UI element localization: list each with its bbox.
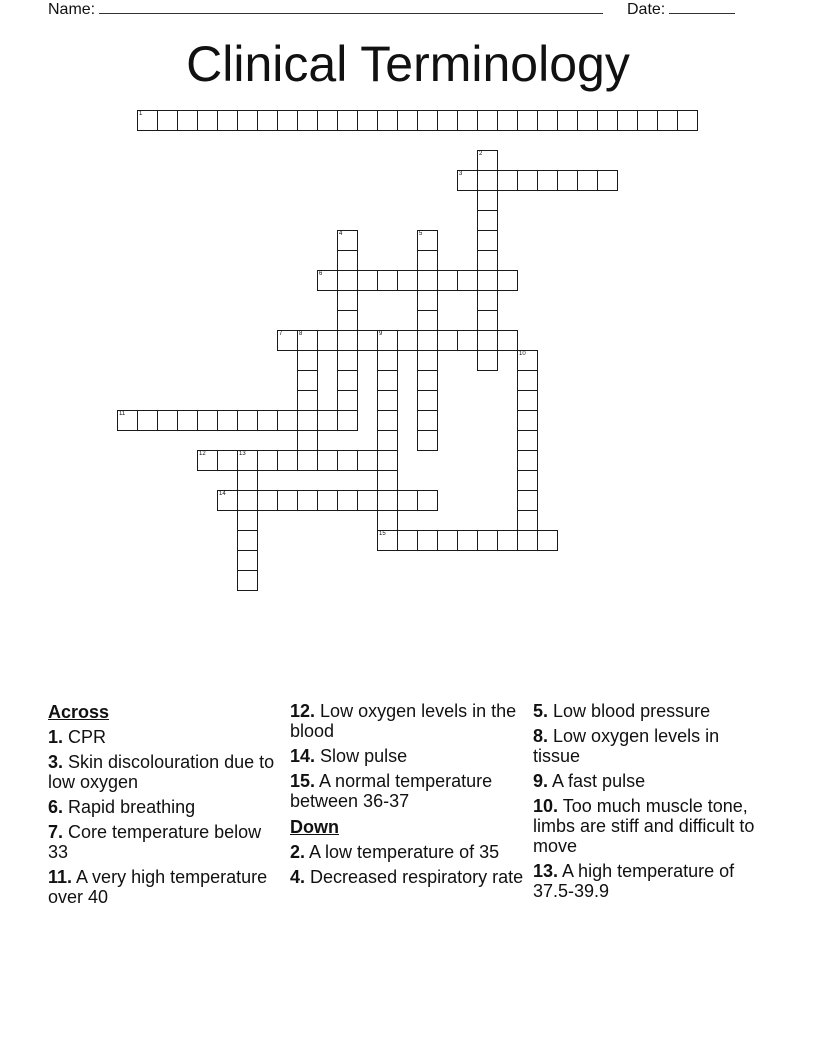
grid-cell[interactable]	[477, 310, 498, 331]
grid-cell[interactable]	[257, 410, 278, 431]
clue-number: 6	[319, 271, 323, 277]
grid-cell[interactable]	[497, 330, 518, 351]
grid-cell[interactable]	[177, 410, 198, 431]
grid-cell[interactable]	[417, 250, 438, 271]
grid-cell[interactable]	[517, 390, 538, 411]
grid-cell[interactable]	[417, 330, 438, 351]
clue-number: 10	[519, 351, 526, 357]
grid-cell[interactable]	[517, 430, 538, 451]
grid-cell[interactable]	[257, 450, 278, 471]
clue-item-text: Decreased respiratory rate	[310, 867, 524, 887]
grid-cell[interactable]	[277, 410, 298, 431]
grid-cell[interactable]	[217, 450, 238, 471]
grid-cell[interactable]	[517, 370, 538, 391]
clue-number: 4	[339, 231, 343, 237]
clue-number: 8	[299, 331, 303, 337]
grid-cell[interactable]	[277, 450, 298, 471]
grid-cell[interactable]	[477, 250, 498, 271]
page-title: Clinical Terminology	[186, 36, 630, 92]
clue-column-1	[48, 701, 283, 912]
clue-number: 5	[419, 231, 423, 237]
grid-cell[interactable]	[417, 350, 438, 371]
grid-cell[interactable]	[377, 350, 398, 371]
grid-cell[interactable]	[297, 490, 318, 511]
grid-cell[interactable]	[497, 270, 518, 291]
grid-cell[interactable]	[397, 530, 418, 551]
grid-cell[interactable]	[597, 110, 618, 131]
clue-item-text: Low blood pressure	[553, 701, 711, 721]
grid-cell[interactable]	[137, 410, 158, 431]
grid-cell[interactable]	[237, 110, 258, 131]
clue-number: 15	[379, 531, 386, 537]
clue-item-number: 10.	[533, 796, 559, 816]
clue-item	[290, 867, 525, 887]
clue-item-number: 14.	[290, 746, 316, 766]
clue-item-text: CPR	[68, 727, 107, 747]
grid-cell[interactable]	[337, 490, 358, 511]
grid-cell[interactable]	[377, 390, 398, 411]
grid-cell[interactable]	[237, 550, 258, 571]
clue-item-number: 11.	[48, 867, 73, 887]
grid-cell[interactable]	[637, 110, 658, 131]
grid-cell[interactable]	[157, 110, 178, 131]
grid-cell[interactable]	[497, 170, 518, 191]
clue-item-number: 15.	[290, 771, 316, 791]
grid-cell[interactable]	[417, 410, 438, 431]
grid-cell[interactable]	[397, 330, 418, 351]
grid-cell[interactable]	[397, 110, 418, 131]
clue-item-text: A normal temperature between 36-37	[290, 771, 493, 811]
grid-cell[interactable]	[337, 310, 358, 331]
clue-section-heading: Across	[48, 702, 110, 722]
grid-cell[interactable]	[457, 170, 478, 191]
grid-cell[interactable]	[477, 210, 498, 231]
clue-item-number: 7.	[48, 822, 64, 842]
grid-cell[interactable]	[377, 510, 398, 531]
grid-cell[interactable]	[197, 450, 218, 471]
clue-item-number: 12.	[290, 701, 316, 721]
grid-cell[interactable]	[337, 330, 358, 351]
grid-cell[interactable]	[317, 450, 338, 471]
clue-item-number: 3.	[48, 752, 64, 772]
grid-cell[interactable]	[337, 110, 358, 131]
clue-item-text: Slow pulse	[320, 746, 408, 766]
grid-cell[interactable]	[377, 450, 398, 471]
grid-cell[interactable]	[657, 110, 678, 131]
clue-item-text: Skin discolouration due to low oxygen	[48, 752, 275, 792]
clue-number: 3	[459, 171, 463, 177]
grid-cell[interactable]	[457, 110, 478, 131]
grid-cell[interactable]	[477, 530, 498, 551]
grid-cell[interactable]	[297, 350, 318, 371]
grid-cell[interactable]	[317, 330, 338, 351]
grid-cell[interactable]	[517, 490, 538, 511]
grid-cell[interactable]	[477, 350, 498, 371]
clue-number: 13	[239, 451, 246, 457]
grid-cell[interactable]	[497, 110, 518, 131]
grid-cell[interactable]	[577, 110, 598, 131]
grid-cell[interactable]	[577, 170, 598, 191]
grid-cell[interactable]	[337, 350, 358, 371]
grid-cell[interactable]	[557, 170, 578, 191]
grid-cell[interactable]	[257, 490, 278, 511]
clue-item	[48, 822, 283, 862]
grid-cell[interactable]	[297, 410, 318, 431]
grid-cell[interactable]	[417, 430, 438, 451]
grid-cell[interactable]	[357, 110, 378, 131]
grid-cell[interactable]	[317, 270, 338, 291]
clue-number: 2	[479, 151, 483, 157]
clue-number: 14	[219, 491, 226, 497]
grid-cell[interactable]	[297, 450, 318, 471]
grid-cell[interactable]	[357, 330, 378, 351]
grid-cell[interactable]	[477, 190, 498, 211]
grid-cell[interactable]	[477, 230, 498, 251]
clue-item	[48, 752, 283, 792]
grid-cell[interactable]	[237, 470, 258, 491]
grid-cell[interactable]	[377, 110, 398, 131]
grid-cell[interactable]	[417, 390, 438, 411]
grid-cell[interactable]	[477, 270, 498, 291]
date-label: Date:	[627, 1, 666, 18]
clue-item	[48, 867, 283, 907]
grid-cell[interactable]	[217, 110, 238, 131]
grid-cell[interactable]	[437, 270, 458, 291]
clue-number: 7	[279, 331, 283, 337]
grid-cell[interactable]	[277, 490, 298, 511]
grid-cell[interactable]	[437, 110, 458, 131]
grid-cell[interactable]	[357, 270, 378, 291]
grid-cell[interactable]	[317, 410, 338, 431]
grid-cell[interactable]	[337, 250, 358, 271]
grid-cell[interactable]	[417, 370, 438, 391]
grid-cell[interactable]	[137, 110, 158, 131]
grid-cell[interactable]	[377, 430, 398, 451]
grid-cell[interactable]	[297, 110, 318, 131]
grid-cell[interactable]	[337, 390, 358, 411]
grid-cell[interactable]	[317, 490, 338, 511]
clue-item	[290, 746, 525, 766]
grid-cell[interactable]	[377, 490, 398, 511]
grid-cell[interactable]	[277, 110, 298, 131]
clue-item-number: 8.	[533, 726, 549, 746]
grid-cell[interactable]	[517, 110, 538, 131]
clue-item-text: A fast pulse	[552, 771, 646, 791]
grid-cell[interactable]	[517, 350, 538, 371]
grid-cell[interactable]	[117, 410, 138, 431]
grid-cell[interactable]	[397, 490, 418, 511]
grid-cell[interactable]	[537, 170, 558, 191]
clue-column-3	[533, 701, 768, 906]
grid-cell[interactable]	[417, 530, 438, 551]
clue-number: 9	[379, 331, 383, 337]
clue-item-text: Rapid breathing	[68, 797, 196, 817]
grid-cell[interactable]	[177, 110, 198, 131]
clue-item-number: 6.	[48, 797, 64, 817]
grid-cell[interactable]	[537, 530, 558, 551]
grid-cell[interactable]	[437, 530, 458, 551]
name-label: Name:	[48, 1, 96, 18]
clue-item	[290, 771, 525, 811]
grid-cell[interactable]	[477, 330, 498, 351]
grid-cell[interactable]	[517, 170, 538, 191]
grid-cell[interactable]	[377, 270, 398, 291]
clue-item-number: 2.	[290, 842, 306, 862]
grid-cell[interactable]	[437, 330, 458, 351]
clue-number: 1	[139, 111, 143, 117]
grid-cell[interactable]	[557, 110, 578, 131]
grid-cell[interactable]	[417, 270, 438, 291]
clue-item-number: 1.	[48, 727, 64, 747]
clue-item-text: Too much muscle tone, limbs are stiff and difficult to move	[533, 796, 755, 856]
grid-cell[interactable]	[457, 530, 478, 551]
clue-item	[533, 861, 768, 901]
grid-cell[interactable]	[477, 110, 498, 131]
clue-number: 12	[199, 451, 206, 457]
clue-item-number: 4.	[290, 867, 306, 887]
grid-cell[interactable]	[417, 290, 438, 311]
clue-item-number: 5.	[533, 701, 549, 721]
grid-cell[interactable]	[477, 170, 498, 191]
clue-item-text: A low temperature of 35	[309, 842, 500, 862]
grid-cell[interactable]	[677, 110, 698, 131]
grid-cell[interactable]	[377, 470, 398, 491]
clue-column-2	[290, 701, 525, 892]
grid-cell[interactable]	[317, 110, 338, 131]
grid-cell[interactable]	[357, 490, 378, 511]
grid-cell[interactable]	[417, 230, 438, 251]
grid-cell[interactable]	[217, 490, 238, 511]
clue-item-number: 13.	[533, 861, 559, 881]
grid-cell[interactable]	[157, 410, 178, 431]
grid-cell[interactable]	[297, 370, 318, 391]
clue-item	[533, 796, 768, 856]
grid-cell[interactable]	[217, 410, 238, 431]
grid-cell[interactable]	[197, 110, 218, 131]
clue-item-text: Low oxygen levels in tissue	[533, 726, 720, 766]
grid-cell[interactable]	[537, 110, 558, 131]
grid-cell[interactable]	[237, 490, 258, 511]
clue-item-text: A high temperature of 37.5-39.9	[533, 861, 735, 901]
clue-item-text: Low oxygen levels in the blood	[290, 701, 517, 741]
clue-item-number: 9.	[533, 771, 549, 791]
grid-cell[interactable]	[377, 410, 398, 431]
grid-cell[interactable]	[277, 330, 298, 351]
grid-cell[interactable]	[297, 430, 318, 451]
grid-cell[interactable]	[457, 330, 478, 351]
grid-cell[interactable]	[337, 410, 358, 431]
grid-cell[interactable]	[237, 450, 258, 471]
grid-cell[interactable]	[337, 450, 358, 471]
clue-item	[48, 727, 283, 747]
grid-cell[interactable]	[617, 110, 638, 131]
clue-item	[48, 797, 283, 817]
clue-item	[533, 726, 768, 766]
grid-cell[interactable]	[237, 530, 258, 551]
grid-cell[interactable]	[497, 530, 518, 551]
grid-cell[interactable]	[237, 410, 258, 431]
grid-cell[interactable]	[237, 510, 258, 531]
grid-cell[interactable]	[257, 110, 278, 131]
grid-cell[interactable]	[517, 510, 538, 531]
clue-item	[533, 701, 768, 721]
grid-cell[interactable]	[337, 370, 358, 391]
grid-cell[interactable]	[197, 410, 218, 431]
grid-cell[interactable]	[297, 390, 318, 411]
grid-cell[interactable]	[477, 150, 498, 171]
grid-cell[interactable]	[417, 110, 438, 131]
grid-cell[interactable]	[517, 530, 538, 551]
clue-item	[290, 701, 525, 741]
clue-item-text: Core temperature below 33	[48, 822, 262, 862]
grid-cell[interactable]	[457, 270, 478, 291]
grid-cell[interactable]	[517, 450, 538, 471]
grid-cell[interactable]	[517, 470, 538, 491]
grid-cell[interactable]	[517, 410, 538, 431]
clue-item	[533, 771, 768, 791]
grid-cell[interactable]	[397, 270, 418, 291]
grid-cell[interactable]	[297, 330, 318, 351]
grid-cell[interactable]	[237, 570, 258, 591]
clue-item-text: A very high temperature over 40	[48, 867, 268, 907]
grid-cell[interactable]	[337, 230, 358, 251]
grid-cell[interactable]	[357, 450, 378, 471]
clue-number: 11	[119, 411, 126, 417]
grid-cell[interactable]	[377, 530, 398, 551]
grid-cell[interactable]	[377, 370, 398, 391]
grid-cell[interactable]	[337, 290, 358, 311]
grid-cell[interactable]	[597, 170, 618, 191]
grid-cell[interactable]	[477, 290, 498, 311]
clue-item	[290, 842, 525, 862]
grid-cell[interactable]	[377, 330, 398, 351]
grid-cell[interactable]	[417, 490, 438, 511]
grid-cell[interactable]	[417, 310, 438, 331]
grid-cell[interactable]	[337, 270, 358, 291]
clue-section-heading: Down	[290, 817, 339, 837]
